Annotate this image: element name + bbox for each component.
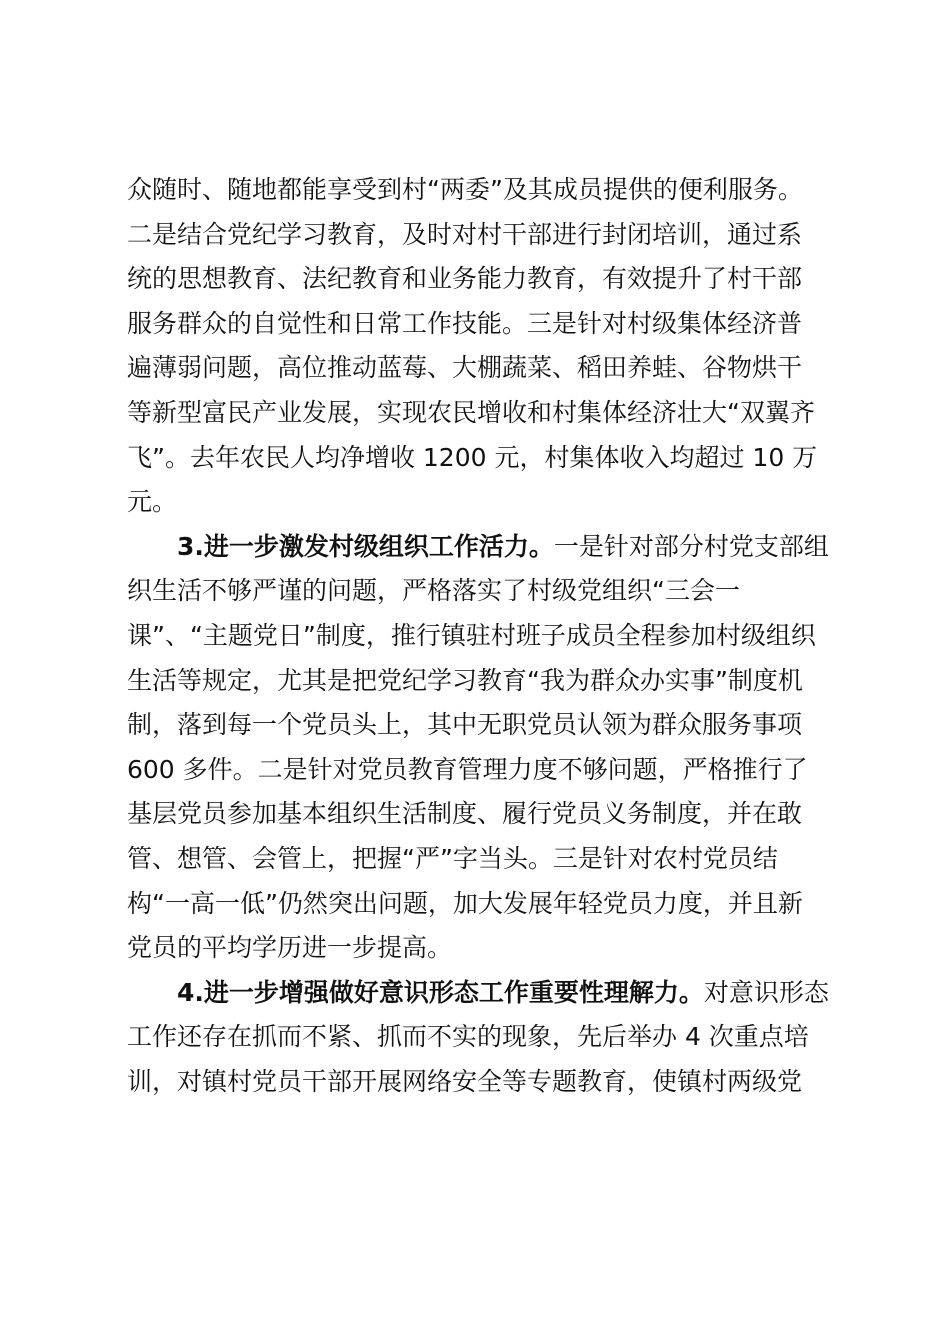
section-3-heading: 3.进一步激发村级组织工作活力。: [177, 531, 554, 561]
text-line: 工作还存在抓而不紧、抓而不实的现象，先后举办 4 次重点培: [127, 1022, 809, 1052]
text-line: 遍薄弱问题，高位推动蓝莓、大棚蔬菜、稻田养蛙、谷物烘干: [127, 353, 803, 383]
text-line: 管、想管、会管上，把握“严”字当头。三是针对农村党员结: [127, 843, 778, 873]
text-line: 构“一高一低”仍然突出问题，加大发展年轻党员力度，并且新: [127, 888, 803, 918]
text-line: 基层党员参加基本组织生活制度、履行党员义务制度，并在敢: [127, 799, 803, 829]
text-line: 等新型富民产业发展，实现农民增收和村集体经济壮大“双翼齐: [127, 397, 815, 427]
text-line: 党员的平均学历进一步提高。: [127, 933, 453, 963]
text-line: 课”、“主题党日”制度，推行镇驻村班子成员全程参加村级组织: [127, 620, 816, 650]
section-3-first-line-text: 一是针对部分村党支部组: [553, 531, 829, 561]
text-line: 训，对镇村党员干部开展网络安全等专题教育，使镇村两级党: [127, 1066, 803, 1096]
text-line: 众随时、随地都能享受到村“两委”及其成员提供的便利服务。: [127, 175, 803, 204]
text-line: 二是结合党纪学习教育，及时对村干部进行封闭培训，通过系: [127, 219, 803, 249]
text-line: 服务群众的自觉性和日常工作技能。三是针对村级集体经济普: [127, 308, 803, 338]
section-4-paragraph: [127, 971, 837, 1105]
text-line: 元。: [127, 487, 178, 517]
text-line: 生活等规定，尤其是把党纪学习教育“我为群众办实事”制度机: [127, 665, 803, 695]
document-body: [127, 168, 837, 1104]
text-line: 织生活不够严谨的问题，严格落实了村级党组织“三会一: [127, 576, 740, 606]
text-line: 600 多件。二是针对党员教育管理力度不够问题，严格推行了: [127, 754, 808, 784]
section-4-heading: 4.进一步增强做好意识形态工作重要性理解力。: [177, 977, 704, 1007]
text-line: 制，落到每一个党员头上，其中无职党员认领为群众服务事项: [127, 710, 803, 740]
section-3-first-line: [127, 525, 837, 570]
paragraph-continued: [127, 168, 837, 525]
section-4-first-line-text: 对意识形态: [703, 977, 829, 1007]
section-3-paragraph: [127, 525, 837, 971]
section-4-first-line: [127, 971, 837, 1016]
text-line: 统的思想教育、法纪教育和业务能力教育，有效提升了村干部: [127, 264, 803, 294]
text-line: 飞”。去年农民人均净增收 1200 元，村集体收入均超过 10 万: [127, 442, 818, 472]
